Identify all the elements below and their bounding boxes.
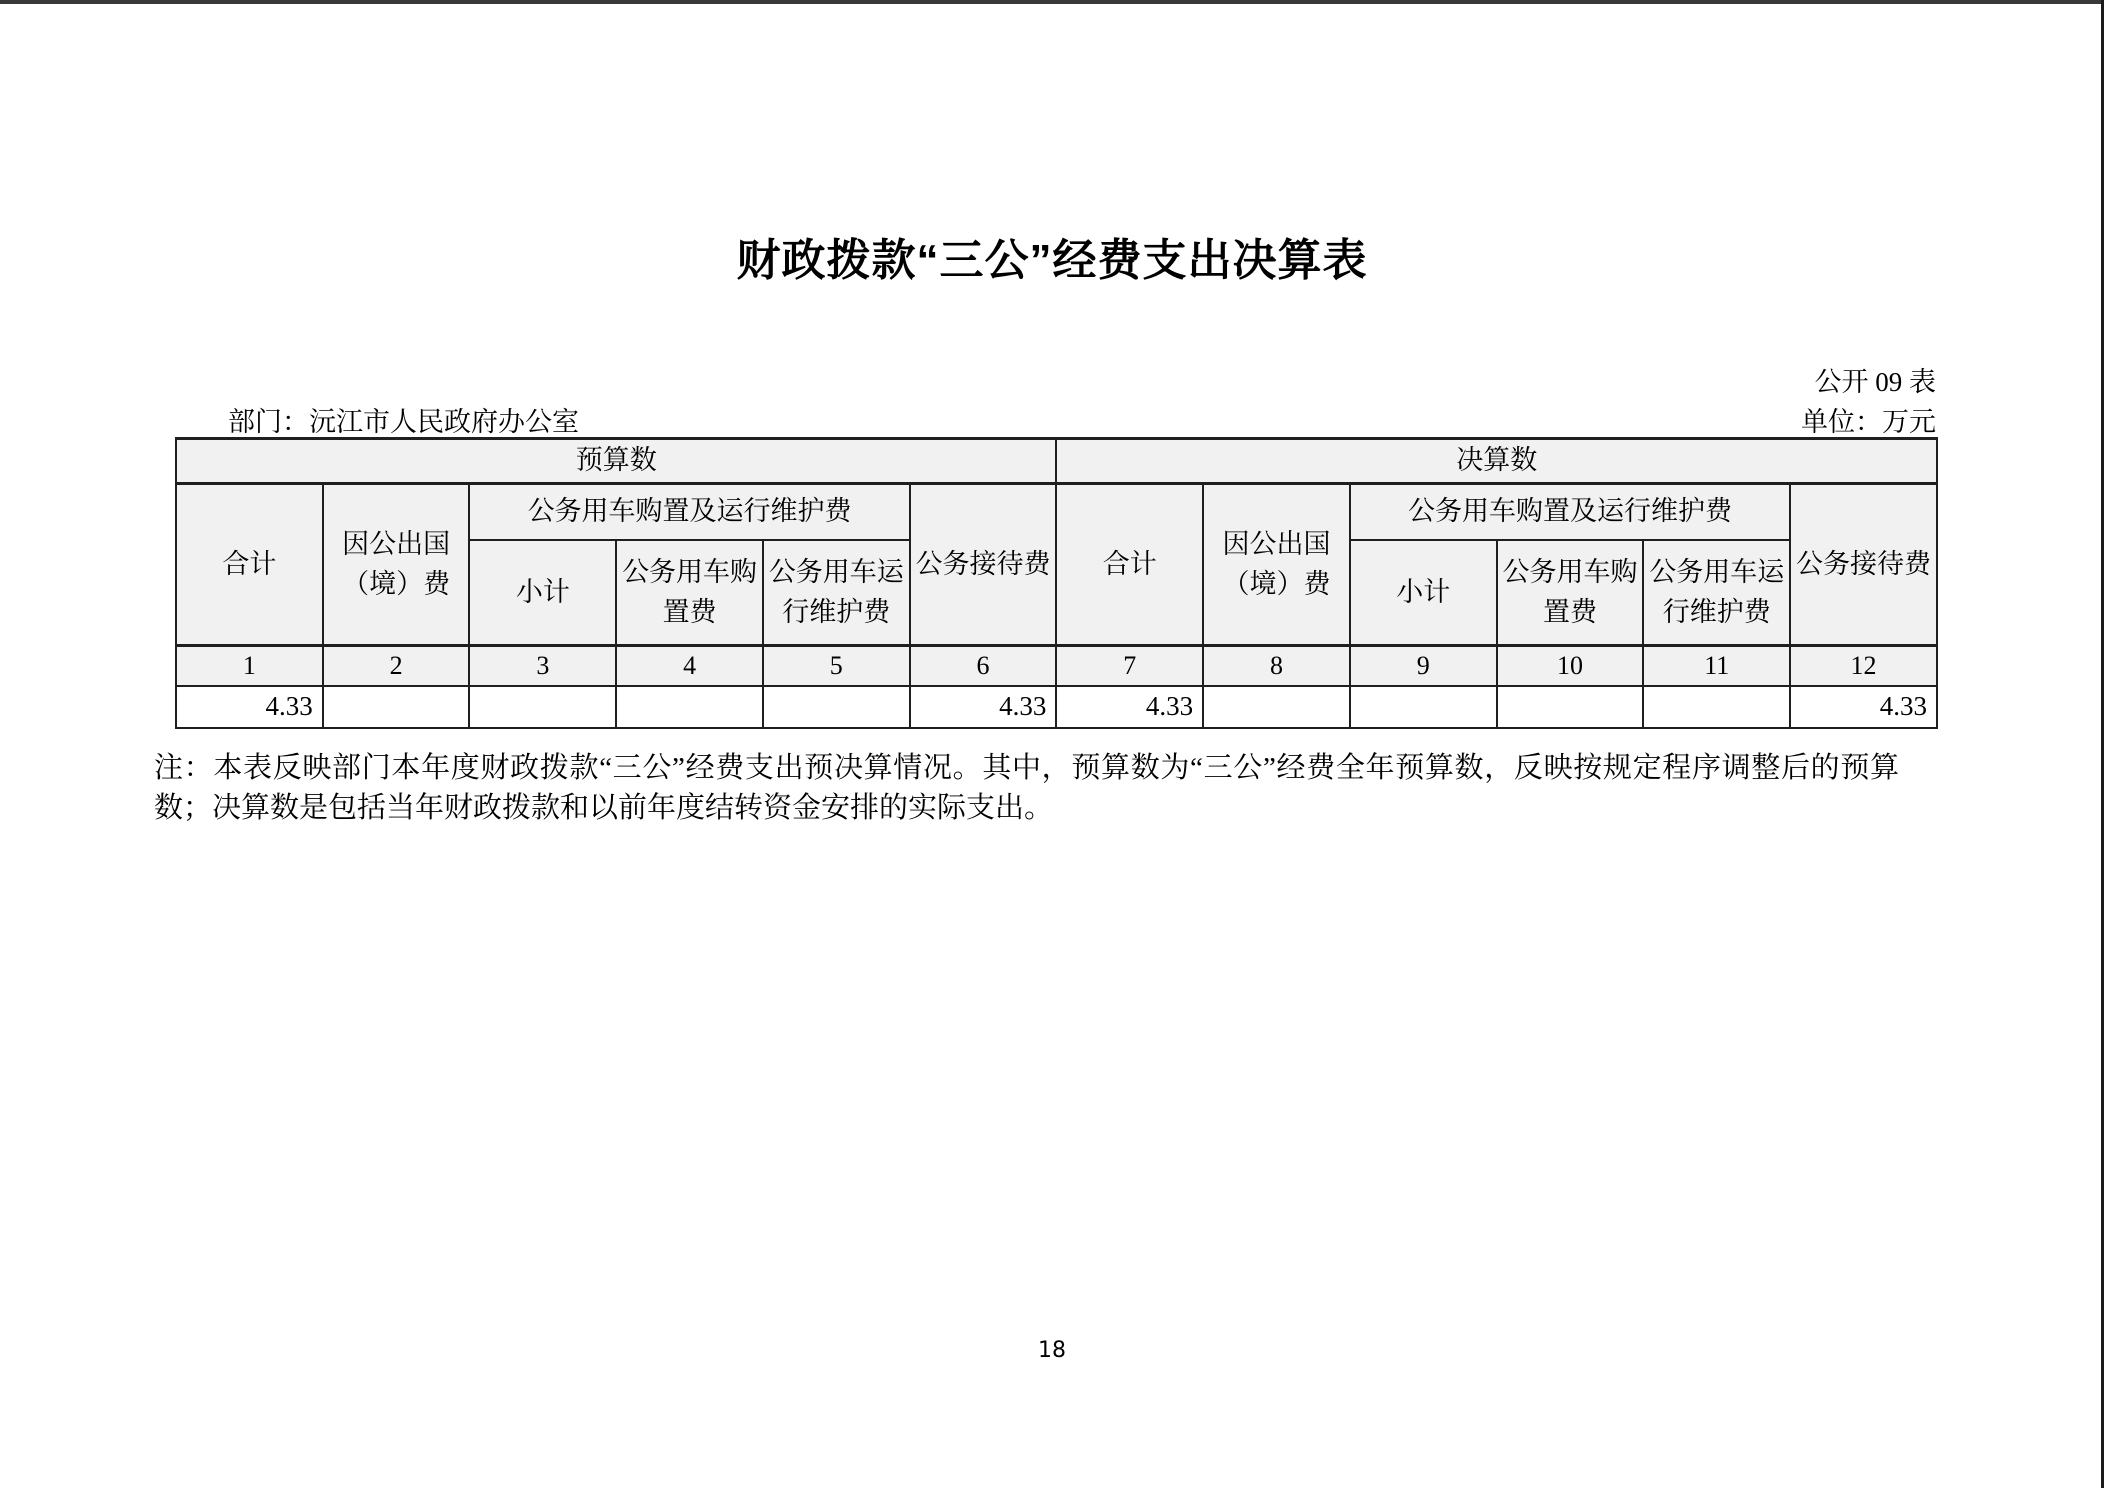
- column-number-cell: 9: [1350, 646, 1497, 686]
- value-cell-final-total: 4.33: [1056, 686, 1203, 728]
- column-number-cell: 2: [323, 646, 470, 686]
- table-footnote: 注：本表反映部门本年度财政拨款“三公”经费支出预决算情况。其中，预算数为“三公”经费全年预算数，反映按规定程序调整后的预算数；决算数是包括当年财政拨款和以前年度结转资金安排的实际支出。: [154, 752, 1899, 825]
- column-number-cell: 11: [1643, 646, 1790, 686]
- value-cell-budget-abroad: [323, 686, 470, 728]
- header-cell-budget-vehicle-purchase: 公务用车购置费: [616, 540, 763, 646]
- table-row-column-numbers: [176, 646, 1937, 686]
- column-number-cell: 5: [763, 646, 910, 686]
- value-cell-budget-vehicle-operation: [763, 686, 910, 728]
- three-public-expense-table: [175, 437, 1938, 729]
- value-cell-budget-total: 4.33: [176, 686, 323, 728]
- header-cell-budget-vehicle-group: 公务用车购置及运行维护费: [469, 484, 909, 541]
- form-code-label: 公开 09 表: [1814, 367, 1936, 397]
- column-number-cell: 10: [1497, 646, 1644, 686]
- window-top-edge: [0, 0, 2104, 4]
- header-cell-budget-group: 预算数: [176, 439, 1056, 484]
- column-number-cell: 1: [176, 646, 323, 686]
- header-cell-budget-abroad: 因公出国（境）费: [323, 484, 470, 646]
- header-cell-final-vehicle-subtotal: 小计: [1350, 540, 1497, 646]
- header-cell-final-total: 合计: [1056, 484, 1203, 646]
- header-cell-final-vehicle-operation: 公务用车运行维护费: [1643, 540, 1790, 646]
- header-cell-budget-total: 合计: [176, 484, 323, 646]
- table-row-group-headers: [176, 439, 1937, 484]
- value-cell-budget-vehicle-purchase: [616, 686, 763, 728]
- table-row-headers-upper: [176, 484, 1937, 541]
- column-number-cell: 8: [1203, 646, 1350, 686]
- value-cell-final-vehicle-operation: [1643, 686, 1790, 728]
- header-cell-budget-reception: 公务接待费: [910, 484, 1057, 646]
- header-cell-budget-vehicle-subtotal: 小计: [469, 540, 616, 646]
- column-number-cell: 3: [469, 646, 616, 686]
- page-number: 18: [1038, 1338, 1066, 1363]
- header-cell-final-vehicle-group: 公务用车购置及运行维护费: [1350, 484, 1790, 541]
- unit-label: 单位：万元: [1801, 407, 1936, 437]
- header-cell-budget-vehicle-operation: 公务用车运行维护费: [763, 540, 910, 646]
- header-cell-final-abroad: 因公出国（境）费: [1203, 484, 1350, 646]
- column-number-cell: 4: [616, 646, 763, 686]
- value-cell-budget-vehicle-subtotal: [469, 686, 616, 728]
- table-row-values: [176, 686, 1937, 728]
- header-cell-final-vehicle-purchase: 公务用车购置费: [1497, 540, 1644, 646]
- value-cell-final-vehicle-subtotal: [1350, 686, 1497, 728]
- page-title: 财政拨款“三公”经费支出决算表: [736, 236, 1368, 285]
- department-label: 部门：沅江市人民政府办公室: [228, 407, 579, 437]
- value-cell-final-reception: 4.33: [1790, 686, 1937, 728]
- column-number-cell: 6: [910, 646, 1057, 686]
- value-cell-final-vehicle-purchase: [1497, 686, 1644, 728]
- header-cell-final-group: 决算数: [1056, 439, 1937, 484]
- column-number-cell: 12: [1790, 646, 1937, 686]
- value-cell-final-abroad: [1203, 686, 1350, 728]
- value-cell-budget-reception: 4.33: [910, 686, 1057, 728]
- column-number-cell: 7: [1056, 646, 1203, 686]
- header-cell-final-reception: 公务接待费: [1790, 484, 1937, 646]
